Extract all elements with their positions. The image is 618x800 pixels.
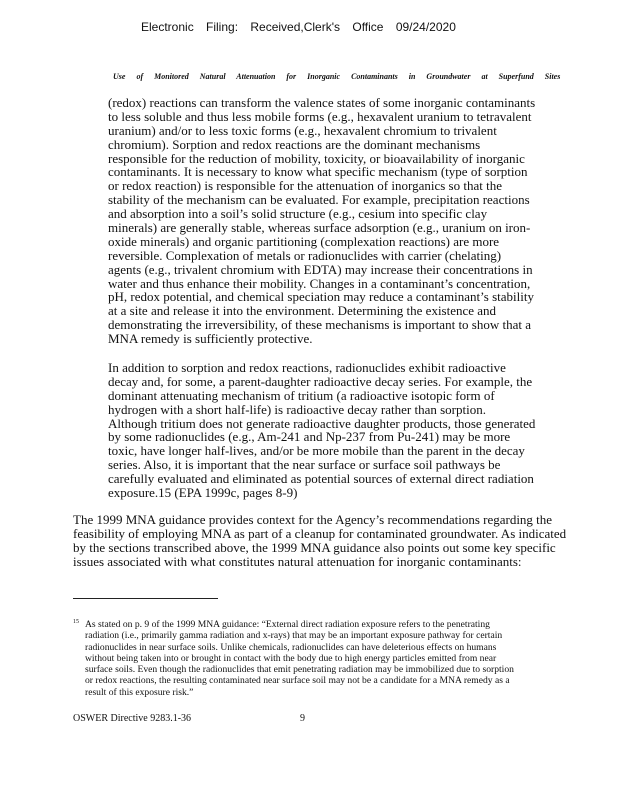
text-line: stability of the mechanism can be evaluated. For example, precipitation reactions [108,192,530,208]
text-line: water and thus enhance their mobility. Changes in a contaminant’s concentration, [108,275,531,291]
paragraph-radionuclides [108,361,535,500]
text-line: surface soils. Even though the radionuclides that emit penetrating radiation may be immobilized due to sorption [85,664,514,676]
footer-directive: OSWER Directive 9283.1-36 [73,713,192,724]
text-line: radiation (i.e., primarily gamma radiation and x-rays) that may be an important exposure pathway for certain [85,630,503,642]
text-line: Although tritium does not generate radioactive daughter products, those generated [108,415,536,431]
text-line: reversible. Complexation of metals or radionuclides with carrier (chelating) [108,247,502,263]
text-line: or redox reactions, the resulting contaminated near surface soil may not be a candidate for a MNA remedy as a [85,675,510,687]
text-line: contaminants. It is necessary to know what specific mechanism (type of sorption [108,164,528,180]
text-line: result of this exposure risk.” [85,686,194,698]
text-line: demonstrating the irreversibility, of these mechanisms is important to show that a [108,317,532,333]
text-line: uranium) and/or to less toxic forms (e.g., hexavalent chromium to trivalent [108,122,497,138]
text-line: carefully evaluated and eliminated as potential sources of external direct radiation [108,471,534,487]
text-line: toxic, have longer half-lives, and/or be more mobile than the parent in the decay [108,443,525,459]
text-line: radionuclides in near surface soils. Unlike chemicals, radionuclides can have deleterious effects on humans [85,641,497,653]
text-line: to less soluble and thus less mobile forms (e.g., hexavalent uranium to tetravalent [108,108,532,124]
text-line: and absorption into a soil’s solid structure (e.g., cesium into specific clay [108,206,488,222]
text-line: As stated on p. 9 of the 1999 MNA guidance: “External direct radiation exposure refers to the penetrating [85,619,490,630]
footnote-number: 15 [73,619,79,625]
paragraph-guidance-context [73,513,566,569]
text-line: chromium). Sorption and redox reactions are the dominant mechanisms [108,136,481,152]
text-line: hydrogen with a short half-life) is radioactive decay rather than sorption. [108,401,486,417]
text-line: decay and, for some, a parent-daughter radioactive decay series. For example, the [108,373,533,389]
text-line: by some radionuclides (e.g., Am-241 and Np-237 from Pu-241) may be more [108,429,511,445]
footnote-text [85,619,514,698]
footnote-divider [73,598,218,599]
text-line: at a site and release it into the environment. Determining the existence and [108,303,497,319]
text-line: In addition to sorption and redox reactions, radionuclides exhibit radioactive [108,360,506,375]
text-line: agents (e.g., trivalent chromium with EDTA) may increase their concentrations in [108,261,533,277]
page-number: 9 [300,713,305,724]
text-line: by the sections transcribed above, the 1999 MNA guidance also points out some key specific [73,539,556,555]
text-line: or redox reaction) is responsible for the attenuation of inorganics so that the [108,178,502,194]
text-line: feasibility of employing MNA as part of a cleanup for contaminated groundwater. As indicated [73,525,567,541]
text-line: The 1999 MNA guidance provides context for the Agency’s recommendations regarding the [73,512,553,527]
text-line: series. Also, it is important that the near surface or surface soil pathways be [108,457,501,473]
text-line: oxide minerals) and organic partitioning (complexation reactions) are more [108,233,500,249]
text-line: responsible for the reduction of mobility, toxicity, or bioavailability of inorganic [108,150,525,166]
text-line: MNA remedy is sufficiently protective. [108,331,313,347]
paragraph-mechanisms [108,96,535,346]
text-line: minerals) are generally stable, whereas surface adsorption (e.g., uranium on iron- [108,220,531,236]
text-line: exposure.15 (EPA 1999c, pages 8-9) [108,485,298,501]
text-line: (redox) reactions can transform the valence states of some inorganic contaminants [108,95,536,110]
text-line: pH, redox potential, and chemical speciation may reduce a contaminant’s stability [108,289,534,305]
text-line: without being taken into or brought in contact with the body due to high energy particles emitted from near [85,652,497,664]
text-line: dominant attenuating mechanism of tritium (a radioactive isotopic form of [108,387,495,403]
footnote [73,619,514,698]
text-line: issues associated with what constitutes natural attenuation for inorganic contaminants: [73,553,522,569]
running-title: Use of Monitored Natural Attenuation for Inorganic Contaminants in Groundwater at Superfund Sites [113,72,561,81]
filing-stamp: Electronic Filing: Received,Clerk's Office 09/24/2020 [141,20,456,34]
